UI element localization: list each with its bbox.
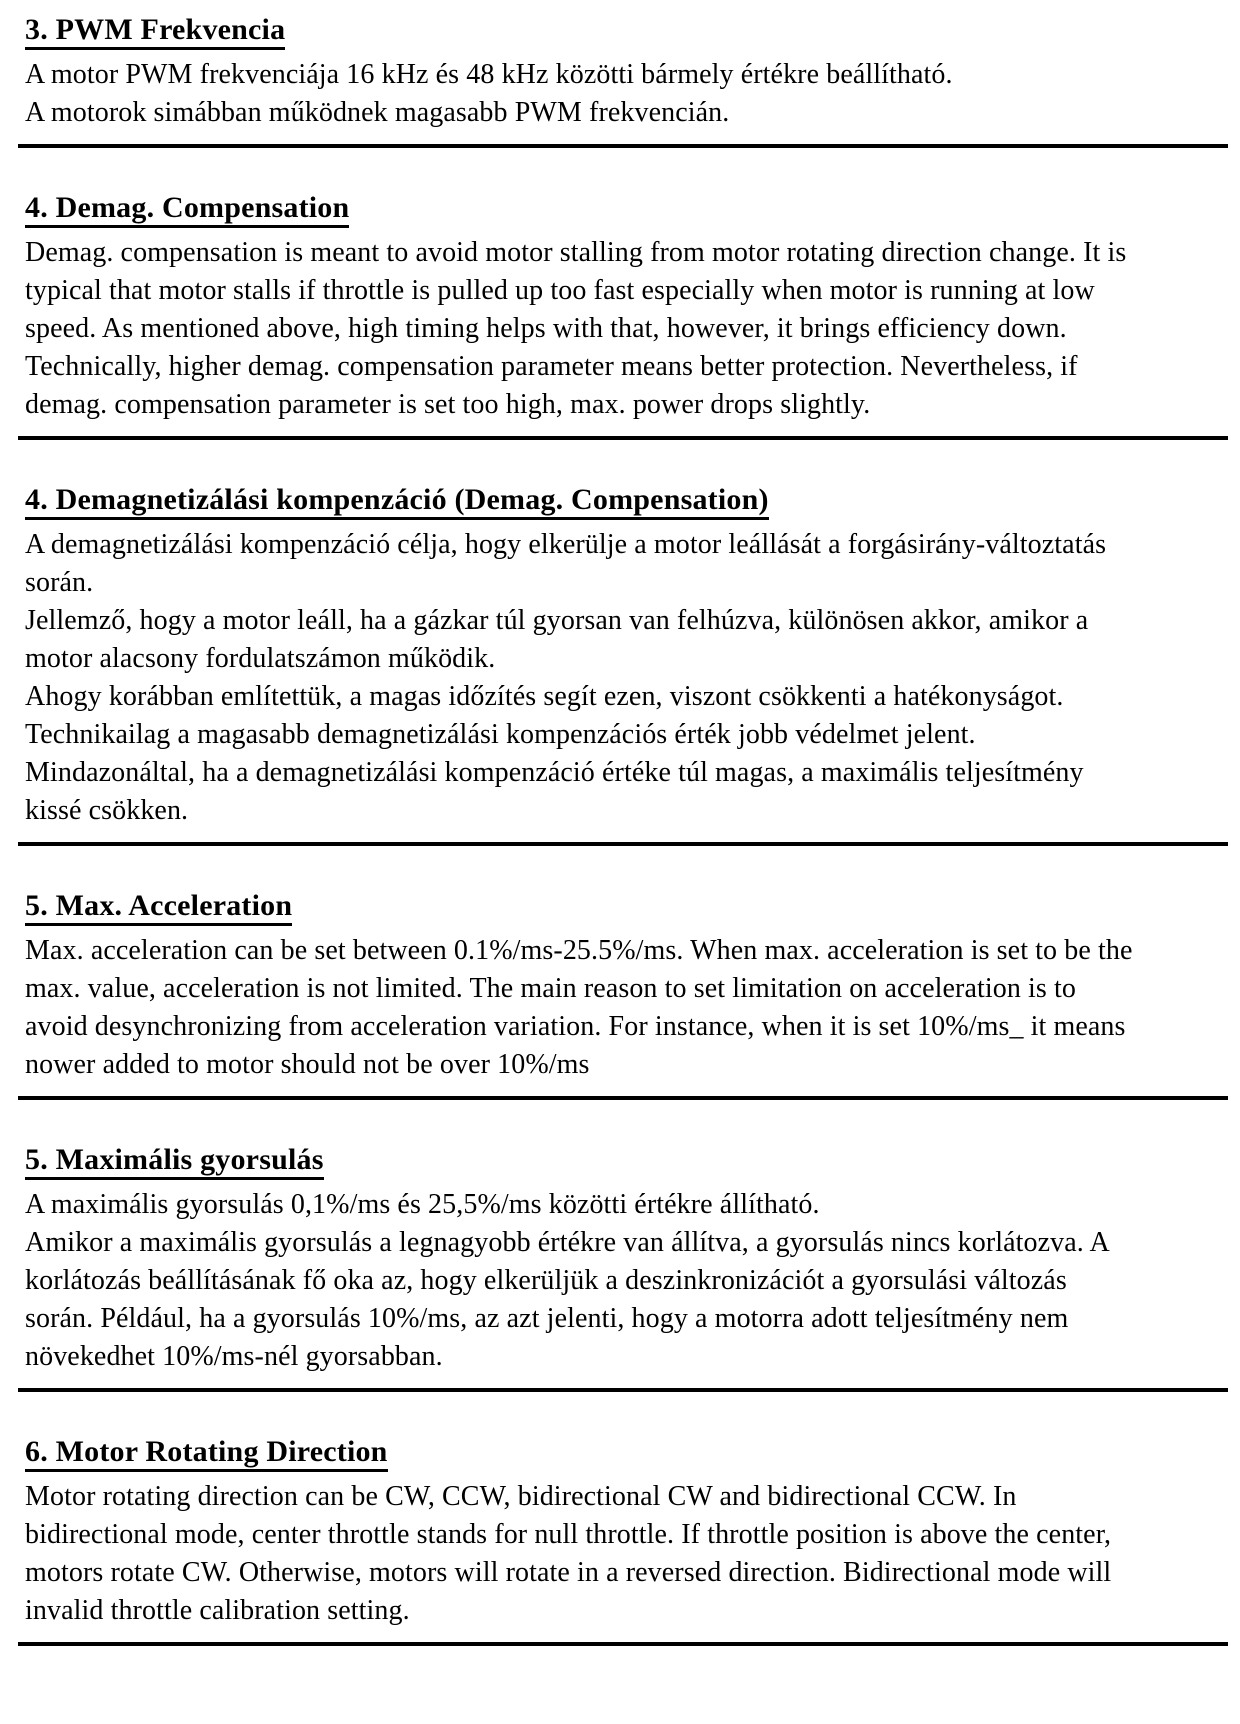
section-heading: 5. Maximális gyorsulás	[25, 1140, 1136, 1180]
section-heading: 4. Demag. Compensation	[25, 188, 1136, 228]
paragraph: Amikor a maximális gyorsulás a legnagyobb értékre van állítva, a gyorsulás nincs korlátozva. A korlátozás beállításának fő oka az, hogy elkerüljük a deszinkronizációt a gyorsulási változás során. Például, ha a gyorsulás 10%/ms, az azt jelenti, hogy a motorra adott teljesítmény nem növekedhet 10%/ms-nél gyorsabban.	[25, 1227, 1109, 1372]
paragraph: Demag. compensation is meant to avoid motor stalling from motor rotating direction change. It is typical that motor stalls if throttle is pulled up too fast especially when motor is running at low speed. As mentioned above, high timing helps with that, however, it brings efficiency down. Technically, higher demag. compensation parameter means better protection. Nevertheless, if demag. compensation parameter is set too high, max. power drops slightly.	[25, 237, 1127, 420]
section-divider	[18, 1388, 1228, 1392]
section-heading: 6. Motor Rotating Direction	[25, 1432, 1136, 1472]
section-divider	[18, 842, 1228, 846]
paragraph: Jellemző, hogy a motor leáll, ha a gázkar túl gyorsan van felhúzva, különösen akkor, amikor a motor alacsony fordulatszámon működik.	[25, 605, 1089, 674]
paragraph: A motor PWM frekvenciája 16 kHz és 48 kHz közötti bármely értékre beállítható.	[25, 59, 953, 90]
section-demag-compensation-en	[25, 188, 1136, 440]
section-heading: 3. PWM Frekvencia	[25, 10, 1136, 50]
paragraph: Max. acceleration can be set between 0.1%/ms-25.5%/ms. When max. acceleration is set to be the max. value, acceleration is not limited. The main reason to set limitation on acceleration is to avoid desynchronizing from acceleration variation. For instance, when it is set 10%/ms_ it means nower added to motor should not be over 10%/ms	[25, 935, 1133, 1080]
paragraph: Technikailag a magasabb demagnetizálási kompenzációs érték jobb védelmet jelent.	[25, 719, 976, 750]
paragraph: Mindazonáltal, ha a demagnetizálási kompenzáció értéke túl magas, a maximális teljesítmény kissé csökken.	[25, 757, 1084, 826]
paragraph: A motorok simábban működnek magasabb PWM frekvencián.	[25, 97, 730, 128]
section-divider	[18, 1642, 1228, 1646]
section-demag-compensation-hu	[25, 480, 1136, 846]
section-divider	[18, 1096, 1228, 1100]
section-pwm-frequency-hu	[25, 10, 1136, 148]
paragraph: Motor rotating direction can be CW, CCW, bidirectional CW and bidirectional CCW. In bidirectional mode, center throttle stands for null throttle. If throttle position is above the center, motors rotate CW. Otherwise, motors will rotate in a reversed direction. Bidirectional mode will invalid throttle calibration setting.	[25, 1481, 1112, 1626]
paragraph: A demagnetizálási kompenzáció célja, hogy elkerülje a motor leállását a forgásirány-változtatás során.	[25, 529, 1107, 598]
section-heading: 4. Demagnetizálási kompenzáció (Demag. Compensation)	[25, 480, 1136, 520]
section-motor-rotating-direction-en	[25, 1432, 1136, 1646]
paragraph: A maximális gyorsulás 0,1%/ms és 25,5%/ms közötti értékre állítható.	[25, 1189, 820, 1220]
section-max-acceleration-hu	[25, 1140, 1136, 1392]
section-divider	[18, 144, 1228, 148]
paragraph: Ahogy korábban említettük, a magas időzítés segít ezen, viszont csökkenti a hatékonyságot.	[25, 681, 1064, 712]
section-heading: 5. Max. Acceleration	[25, 886, 1136, 926]
section-divider	[18, 436, 1228, 440]
section-max-acceleration-en	[25, 886, 1136, 1100]
